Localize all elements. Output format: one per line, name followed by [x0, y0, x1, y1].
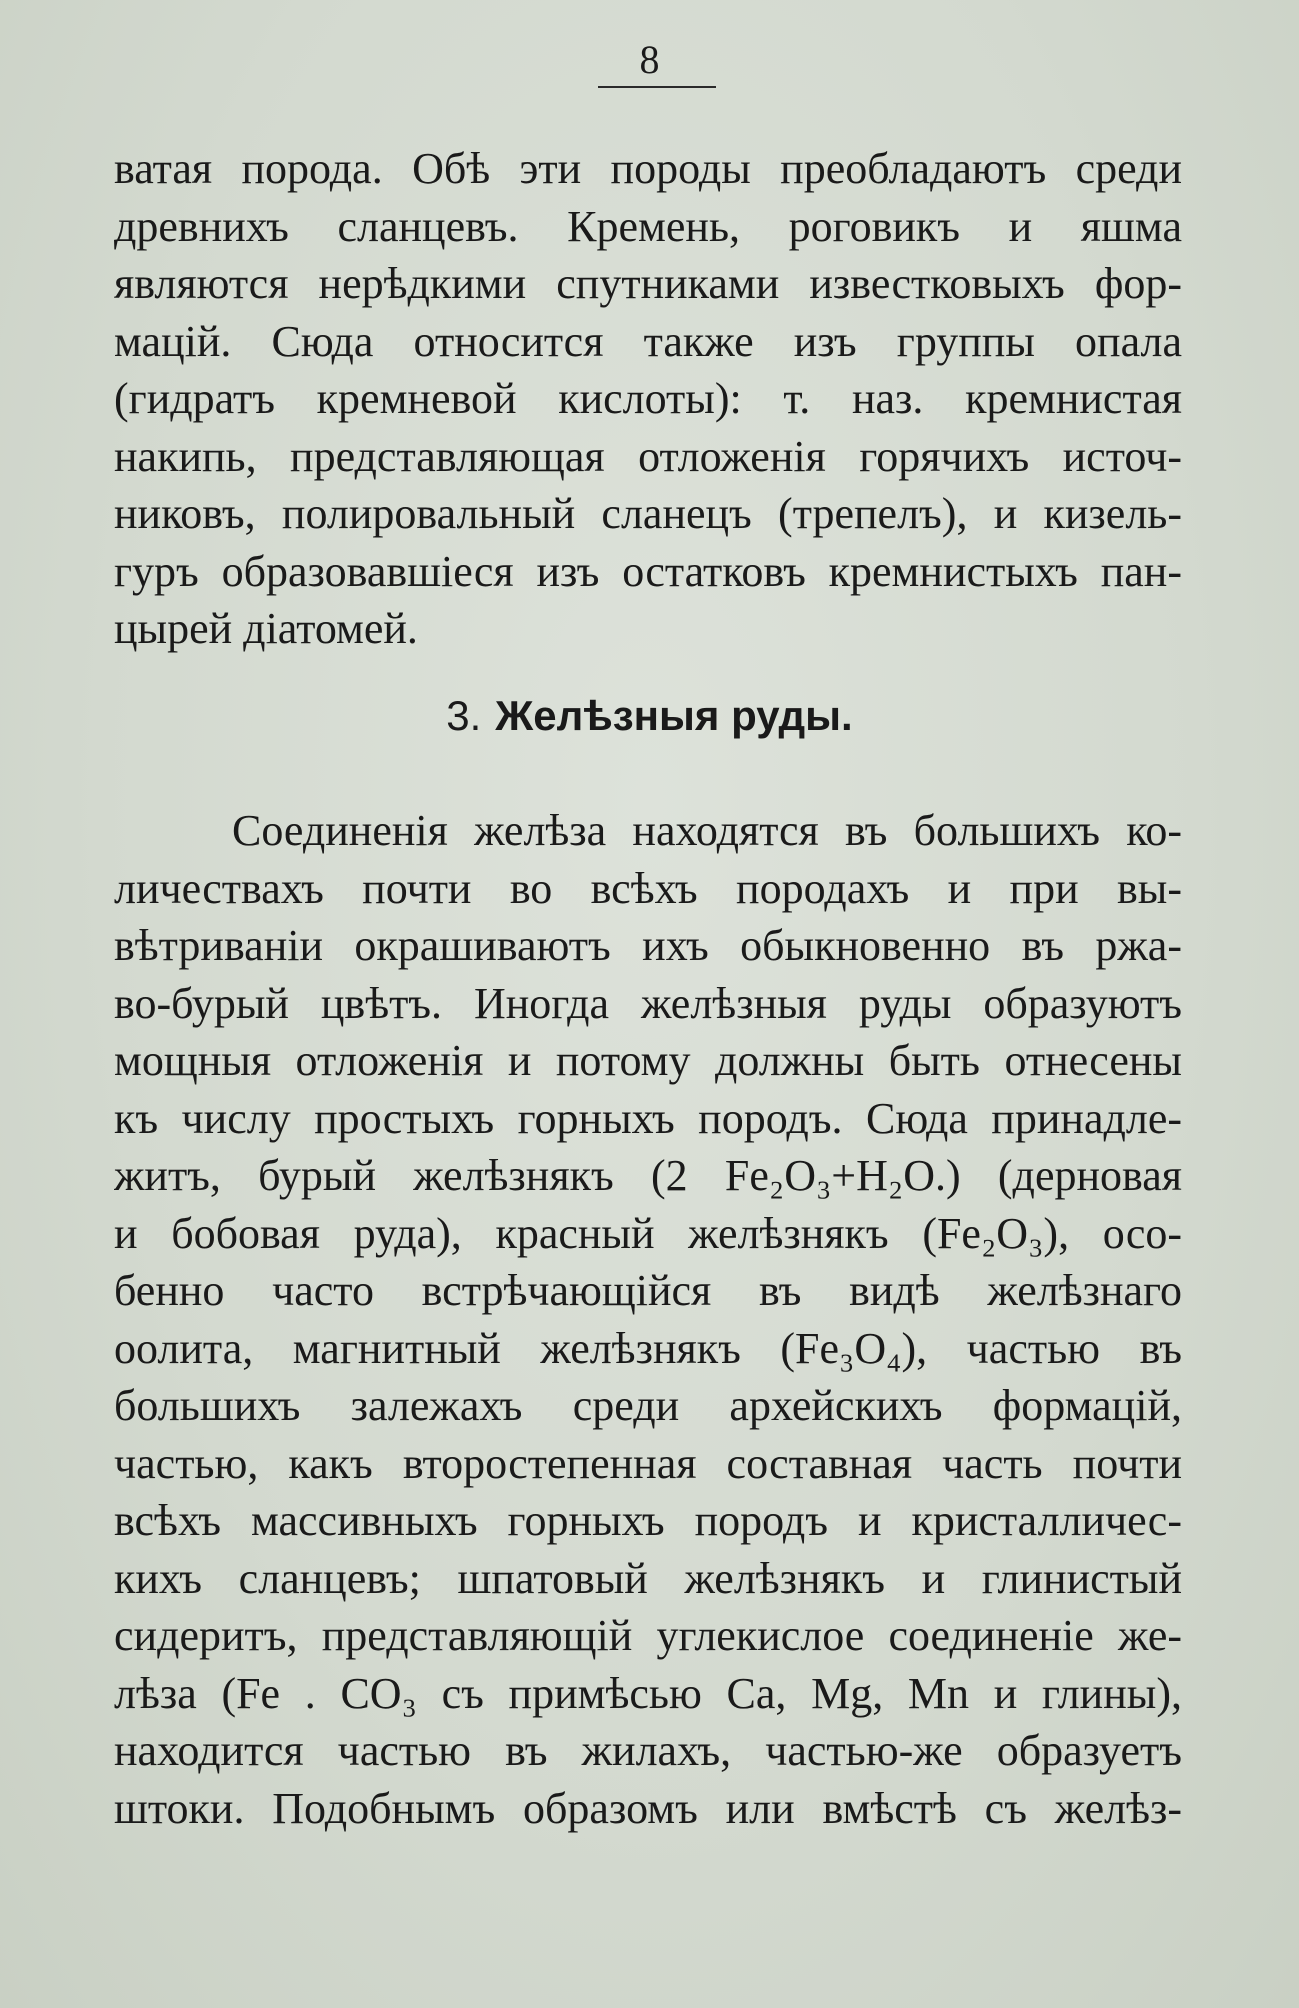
section-heading: [0, 692, 1299, 740]
text-line: ватая порода. Обѣ эти породы преобладаютъ среди: [114, 144, 1182, 193]
text-line: гуръ образовавшіеся изъ остатковъ кремнистыхъ пан-: [114, 546, 1182, 596]
text-line: (гидратъ кремневой кислоты): т. наз. кремнистая: [114, 374, 1182, 423]
text-line: являются нерѣдкими спутниками известковыхъ фор-: [114, 259, 1182, 308]
header-rule: [598, 86, 716, 88]
text-line: личествахъ почти во всѣхъ породахъ и при вы-: [114, 863, 1182, 913]
text-line: житъ, бурый желѣзнякъ (2 Fe₂O₃+H₂O.) (дерновая: [114, 1151, 1182, 1200]
text-line: древнихъ сланцевъ. Кремень, роговикъ и яшма: [114, 201, 1182, 251]
text-line: Соединенія желѣза находятся въ большихъ ко-: [232, 806, 1182, 855]
text-line: и бобовая руда), красный желѣзнякъ (Fe₂O₃), осо-: [114, 1208, 1182, 1258]
text-line: мацій. Сюда относится также изъ группы опала: [114, 316, 1182, 366]
text-line: бенно часто встрѣчающійся въ видѣ желѣзнаго: [114, 1266, 1182, 1315]
text-line: находится частью въ жилахъ, частью-же образуетъ: [114, 1726, 1182, 1775]
text-line: кихъ сланцевъ; шпатовый желѣзнякъ и глинистый: [114, 1553, 1182, 1603]
section-number: 3.: [446, 692, 482, 739]
text-line: никовъ, полировальный сланецъ (трепелъ), и кизель-: [114, 489, 1182, 538]
text-line: всѣхъ массивныхъ горныхъ породъ и кристалличес-: [114, 1496, 1182, 1545]
text-line: вѣтриваніи окрашиваютъ ихъ обыкновенно въ ржа-: [114, 921, 1182, 970]
paragraph-1: [114, 140, 1182, 658]
page-number: 8: [639, 37, 660, 82]
text-line: сидеритъ, представляющій углекислое соединеніе же-: [114, 1611, 1182, 1660]
text-line: штоки. Подобнымъ образомъ или вмѣстѣ съ желѣз-: [114, 1783, 1182, 1833]
section-title: Желѣзныя руды.: [495, 692, 853, 739]
text-line: накипь, представляющая отложенія горячихъ источ-: [114, 431, 1182, 481]
text-line: большихъ залежахъ среди архейскихъ формацій,: [114, 1381, 1182, 1430]
text-line: мощныя отложенія и потому должны быть отнесены: [114, 1036, 1182, 1085]
text-line: частью, какъ второстепенная составная часть почти: [114, 1438, 1182, 1488]
text-line: оолита, магнитный желѣзнякъ (Fe₃O₄), частью въ: [114, 1323, 1182, 1373]
text-line: къ числу простыхъ горныхъ породъ. Сюда принадле-: [114, 1093, 1182, 1143]
text-line: лѣза (Fe . CO₃ съ примѣсью Ca, Mg, Mn и глины),: [114, 1668, 1182, 1718]
paragraph-2: [114, 802, 1182, 1837]
text-line: цырей діатомей.: [114, 604, 418, 653]
text-line: во-бурый цвѣтъ. Иногда желѣзныя руды образуютъ: [114, 978, 1182, 1028]
